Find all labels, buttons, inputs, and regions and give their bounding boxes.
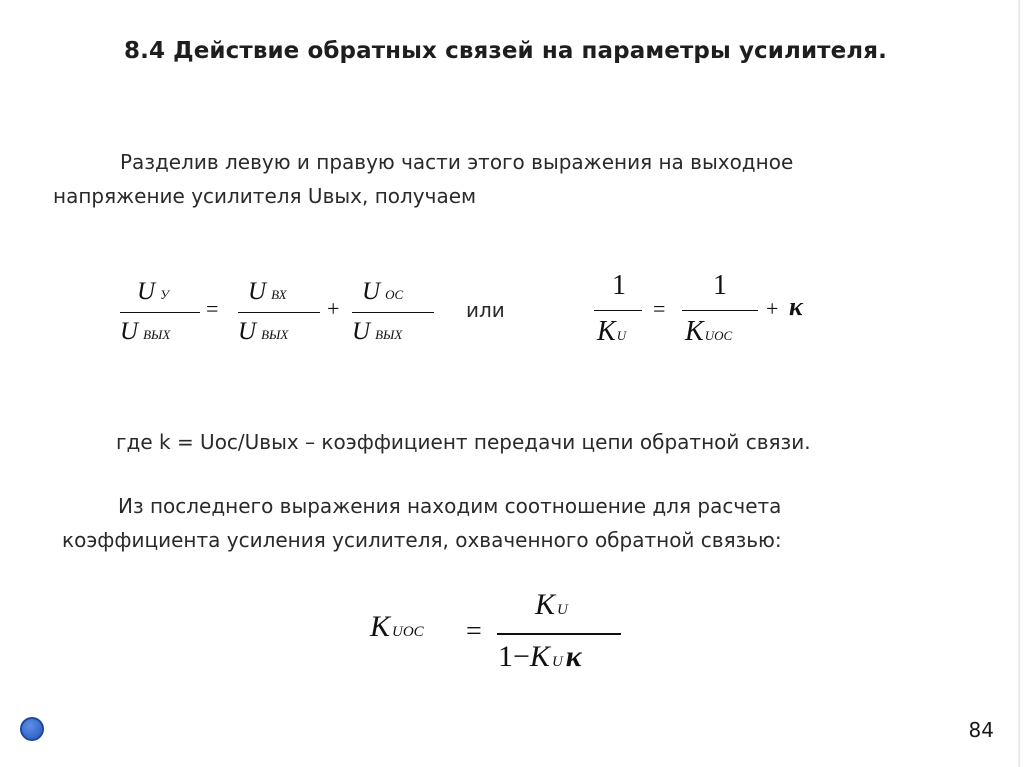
paragraph-2: где k = Uoc/Uвых – коэффициент передачи цепи обратной связи.	[116, 430, 811, 454]
formula3-num: K U	[535, 588, 568, 621]
navigation-button[interactable]	[20, 717, 44, 741]
paragraph-1-line-1: Разделив левую и правую части этого выражения на выходное	[120, 150, 794, 174]
paragraph-3-line-1: Из последнего выражения находим соотношение для расчета	[118, 494, 782, 518]
formula3-lhs: KUОС	[370, 610, 424, 643]
formula1-bar3	[352, 312, 434, 313]
slide-edge	[1018, 0, 1020, 767]
or-word: или	[466, 298, 505, 322]
formula1-equals: =	[206, 296, 219, 321]
formula3-bar	[497, 633, 621, 635]
formula2-plus: +	[766, 296, 779, 321]
formula2-bar2	[682, 310, 758, 311]
formula2-bar1	[594, 310, 642, 311]
formula3-equals: =	[466, 616, 482, 647]
formula2-equals: =	[653, 296, 666, 321]
formula1-num3: UОС	[362, 278, 404, 305]
formula1-den2: UВЫХ	[238, 318, 289, 345]
formula2-num1: 1	[612, 270, 626, 301]
formula1-plus: +	[327, 296, 340, 321]
formula3-den: 1−K U κ	[498, 640, 582, 673]
formula1-bar2	[238, 312, 320, 313]
paragraph-3-line-2: коэффициента усиления усилителя, охваченного обратной связью:	[62, 528, 782, 552]
formula2-den2: KUОС	[685, 316, 733, 347]
page-number: 84	[968, 718, 994, 742]
formula2-den1: KU	[597, 316, 627, 347]
formula2-num2: 1	[713, 270, 727, 301]
formula1-den3: UВЫХ	[352, 318, 403, 345]
formula2-kappa: κ	[789, 292, 803, 321]
paragraph-1-line-2: напряжение усилителя Uвых, получаем	[53, 184, 477, 208]
formula1-den1: UВЫХ	[120, 318, 171, 345]
formula1-bar1	[120, 312, 200, 313]
formula1-num2: UВХ	[248, 278, 287, 305]
formula1-num1: U У	[137, 278, 169, 305]
slide-title: 8.4 Действие обратных связей на параметры усилителя.	[124, 38, 887, 64]
